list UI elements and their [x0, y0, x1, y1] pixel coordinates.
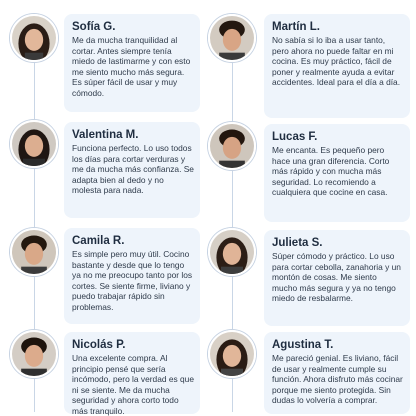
review-card	[64, 228, 200, 324]
review-text: Me encanta. Es pequeño pero hace una gran diferencia. Corto más rápido y con mucha más seguridad. Lo recomiendo a cualquiera que cocine en casa.	[272, 145, 390, 198]
review-text: Es simple pero muy útil. Cocino bastante y desde que lo tengo ya no me preocupo tanto por los cortes. Se siente firme, liviano y puedo trabajar rápido sin problemas.	[72, 249, 193, 312]
avatar	[208, 228, 256, 276]
review-card	[264, 230, 410, 326]
reviewer-name: Sofía G.	[72, 21, 116, 33]
review-card	[64, 14, 200, 112]
review-text: Me da mucha tranquilidad al cortar. Antes siempre tenía miedo de lastimarme y con esto me siento mucho más segura. Es súper fácil de usar y muy cómodo.	[72, 35, 191, 98]
avatar	[208, 122, 256, 170]
avatar	[10, 330, 58, 378]
review-card	[64, 332, 200, 414]
reviewer-name: Valentina M.	[72, 129, 139, 141]
review-text: No sabía si lo iba a usar tanto, pero ahora no puede faltar en mi cocina. Es muy práctico, fácil de poner y realmente ayuda a evitar accidentes. Ideal para el día a día.	[272, 35, 401, 88]
review-text: Funciona perfecto. Lo uso todos los días para cortar verduras y me da mucha más confianza. Se adapta bien al dedo y no molesta para nada.	[72, 143, 194, 196]
review-card	[264, 14, 410, 118]
reviewer-name: Agustina T.	[272, 339, 334, 351]
reviewer-name: Lucas F.	[272, 131, 318, 143]
avatar	[208, 330, 256, 378]
reviewer-name: Julieta S.	[272, 237, 323, 249]
reviewer-name: Camila R.	[72, 235, 125, 247]
reviewer-name: Nicolás P.	[72, 339, 126, 351]
review-text: Me pareció genial. Es liviano, fácil de usar y realmente cumple su función. Ahora disfruto más cocinar porque me siento protegida. Sin dudas lo volvería a comprar.	[272, 353, 403, 406]
review-column-right	[208, 0, 416, 416]
avatar	[208, 14, 256, 62]
review-card	[64, 122, 200, 218]
avatar	[10, 120, 58, 168]
review-card	[264, 332, 410, 414]
avatar	[10, 228, 58, 276]
reviewer-name: Martín L.	[272, 21, 320, 33]
avatar	[10, 14, 58, 62]
review-text: Una excelente compra. Al principio pensé que sería incómodo, pero la verdad es que ni se siente. Me da mucha seguridad y ahora corto todo más tranquilo.	[72, 353, 194, 416]
review-text: Súper cómodo y práctico. Lo uso para cortar cebolla, zanahoria y un montón de cosas. Me siento mucho más segura y ya no tengo miedo de resbalarme.	[272, 251, 401, 304]
review-card	[264, 124, 410, 222]
